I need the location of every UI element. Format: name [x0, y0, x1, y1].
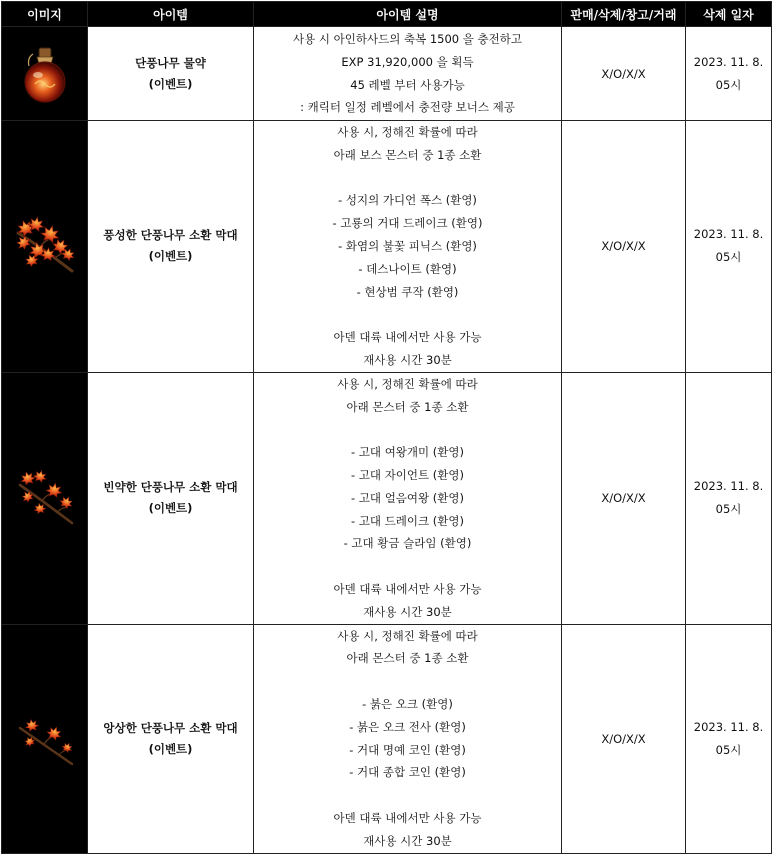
desc-blank-line [254, 670, 561, 693]
delete-date-cell [686, 372, 772, 624]
desc-line: 재사용 시간 30분 [363, 604, 452, 619]
desc-line: 사용 시, 정해진 확률에 따라 [337, 376, 478, 391]
table-row [2, 121, 772, 373]
desc-line: - 붉은 오크 (환영) [362, 696, 453, 711]
desc-line: - 고대 자이언트 (환영) [351, 467, 464, 482]
item-description-cell [254, 27, 562, 121]
item-name-cell [88, 121, 254, 373]
delete-date-cell [686, 121, 772, 373]
desc-line: EXP 31,920,000 을 획득 [341, 54, 474, 69]
desc-blank-line [254, 555, 561, 578]
delete-date: 2023. 11. 8. [693, 479, 764, 494]
desc-line: - 고대 얼음여왕 (환영) [351, 490, 464, 505]
maple-branch-sparse-icon [10, 463, 80, 533]
desc-line: - 고대 드레이크 (환영) [351, 513, 464, 528]
trade-cell: X/O/X/X [562, 121, 686, 373]
delete-date: 2023. 11. 8. [693, 227, 764, 242]
desc-line: 사용 시, 정해진 확률에 따라 [337, 125, 478, 139]
desc-line: - 현상범 쿠작 (환영) [356, 284, 459, 299]
delete-time: 05시 [715, 250, 742, 265]
item-name-cell [88, 27, 254, 121]
desc-line: 사용 시 아인하사드의 축복 1500 을 충전하고 [293, 31, 522, 46]
desc-line: - 데스나이트 (환영) [358, 261, 457, 276]
desc-line: 사용 시, 정해진 확률에 따라 [337, 628, 478, 643]
item-description-cell [254, 624, 562, 853]
item-name: 단풍나무 물약 [135, 55, 206, 70]
image-cell [2, 27, 88, 121]
item-name: 앙상한 단풍나무 소환 막대 [103, 720, 238, 735]
item-tag: (이벤트) [148, 249, 193, 264]
desc-line: 아래 몬스터 중 1종 소환 [346, 399, 469, 414]
delete-date-cell [686, 27, 772, 121]
table-row [2, 27, 772, 121]
image-cell [2, 372, 88, 624]
desc-line: - 고대 여왕개미 (환영) [351, 445, 464, 460]
header-delete-date: 삭제 일자 [686, 2, 772, 27]
trade-cell: X/O/X/X [562, 372, 686, 624]
desc-line: 아덴 대륙 내에서만 사용 가능 [333, 810, 482, 825]
image-cell [2, 624, 88, 853]
desc-blank-line [254, 784, 561, 807]
header-trade: 판매/삭제/창고/거래 [562, 2, 686, 27]
header-item: 아이템 [88, 2, 254, 27]
desc-line: 재사용 시간 30분 [363, 352, 452, 367]
desc-line: - 성지의 가디언 폭스 (환영) [338, 193, 477, 208]
desc-blank-line [254, 418, 561, 441]
table-row [2, 624, 772, 853]
desc-line: 아래 보스 몬스터 중 1종 소환 [333, 147, 482, 162]
item-name: 빈약한 단풍나무 소환 막대 [103, 480, 238, 495]
header-row [2, 2, 772, 27]
delete-date-cell [686, 624, 772, 853]
desc-line: 45 레벨 부터 사용가능 [350, 77, 465, 92]
item-name-cell [88, 624, 254, 853]
image-cell [2, 121, 88, 373]
desc-blank-line [254, 167, 561, 190]
item-name: 풍성한 단풍나무 소환 막대 [103, 228, 238, 243]
item-name-cell [88, 372, 254, 624]
item-description-cell [254, 121, 562, 373]
delete-date: 2023. 11. 8. [693, 719, 764, 734]
desc-line: - 거대 명예 코인 (환영) [349, 742, 466, 757]
maple-branch-bare-icon [10, 704, 80, 774]
delete-time: 05시 [715, 77, 742, 92]
item-table [1, 1, 772, 854]
maple-branch-full-icon [10, 211, 80, 281]
trade-cell: X/O/X/X [562, 624, 686, 853]
header-image: 이미지 [2, 2, 88, 27]
trade-cell: X/O/X/X [562, 27, 686, 121]
desc-line: 아덴 대륙 내에서만 사용 가능 [333, 330, 482, 345]
desc-line: - 붉은 오크 전사 (환영) [349, 719, 466, 734]
delete-time: 05시 [715, 742, 742, 757]
delete-time: 05시 [715, 502, 742, 517]
desc-line: - 화염의 불꽃 피닉스 (환영) [338, 238, 477, 253]
desc-line: 아덴 대륙 내에서만 사용 가능 [333, 581, 482, 596]
desc-line: : 캐릭터 일정 레벨에서 충전량 보너스 제공 [300, 100, 515, 115]
desc-line: - 거대 종합 코인 (환영) [349, 765, 466, 780]
desc-line: 아래 몬스터 중 1종 소환 [346, 651, 469, 666]
header-description: 아이템 설명 [254, 2, 562, 27]
desc-blank-line [254, 303, 561, 326]
table-row [2, 372, 772, 624]
item-tag: (이벤트) [148, 741, 193, 756]
desc-line: - 고대 황금 슬라임 (환영) [343, 536, 472, 551]
delete-date: 2023. 11. 8. [693, 54, 764, 69]
potion-icon [13, 42, 77, 106]
item-tag: (이벤트) [148, 76, 193, 91]
item-description-cell [254, 372, 562, 624]
desc-line: 재사용 시간 30분 [363, 833, 452, 848]
item-tag: (이벤트) [148, 501, 193, 516]
desc-line: - 고룡의 거대 드레이크 (환영) [332, 216, 483, 231]
